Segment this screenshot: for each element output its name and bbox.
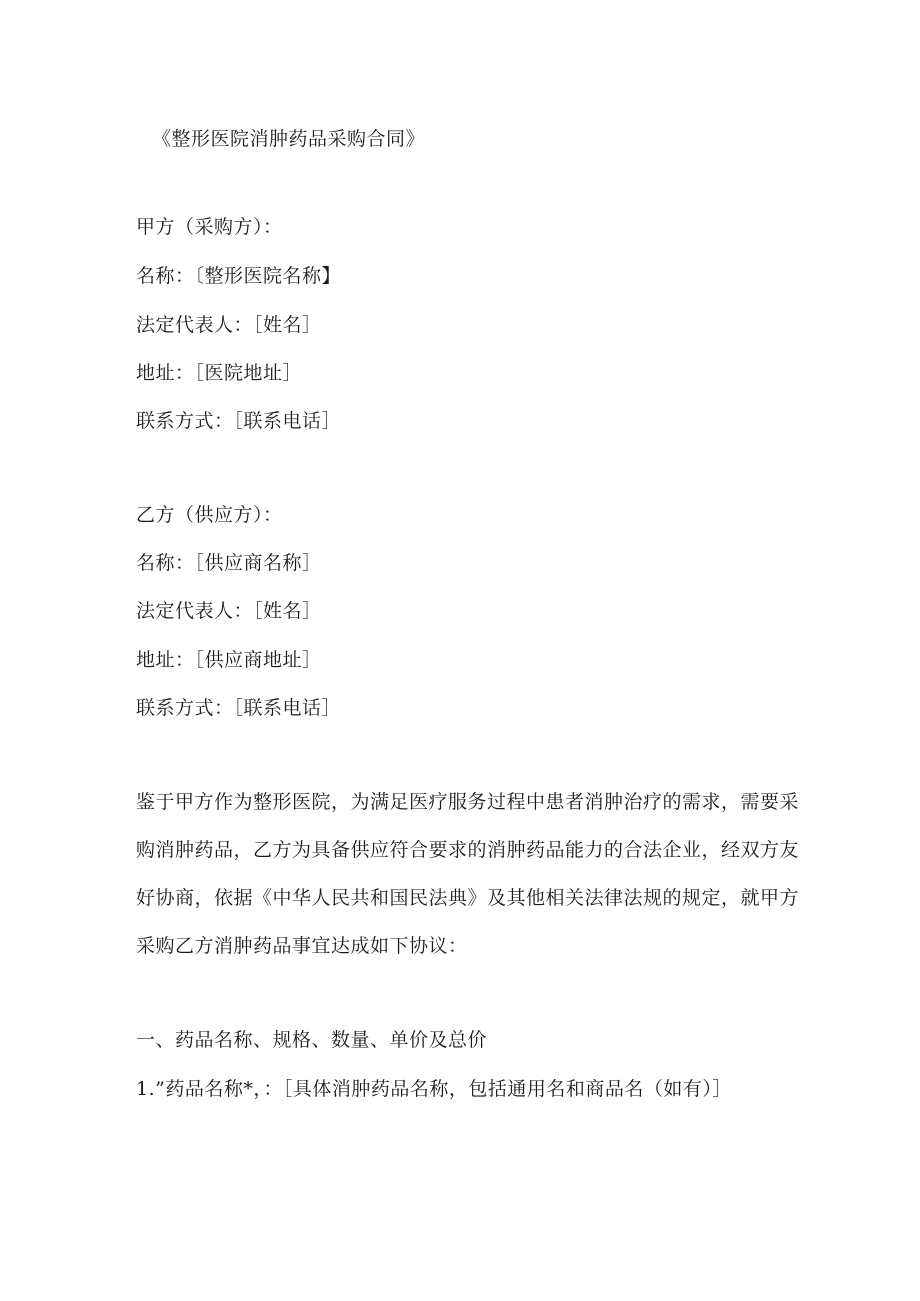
party-a-contact: 联系方式：［联系电话］ xyxy=(136,410,342,432)
party-b-representative: 法定代表人：［姓名］ xyxy=(136,600,322,622)
preamble-line-1: 鉴于甲方作为整形医院，为满足医疗服务过程中患者消肿治疗的需求，需要采 xyxy=(136,791,800,813)
document-title: 《整形医院消肿药品采购合同》 xyxy=(152,128,426,150)
party-a-address: 地址：［医院地址］ xyxy=(136,362,303,384)
party-b-heading: 乙方（供应方）： xyxy=(136,504,283,526)
party-b-name: 名称：［供应商名称］ xyxy=(136,552,322,574)
party-a-name: 名称：〔整形医院名称】 xyxy=(136,265,342,287)
party-a-heading: 甲方（采购方）： xyxy=(136,216,283,238)
preamble-line-2: 购消肿药品，乙方为具备供应符合要求的消肿药品能力的合法企业，经双方友 xyxy=(136,839,800,861)
party-b-address: 地址：［供应商地址］ xyxy=(136,649,322,671)
section-1-heading: 一、药品名称、规格、数量、单价及总价 xyxy=(136,1029,488,1051)
section-1-item-1: 1.”药品名称*，：［具体消肿药品名称，包括通用名和商品名（如有）］ xyxy=(136,1078,732,1100)
party-a-representative: 法定代表人：［姓名］ xyxy=(136,314,322,336)
preamble-line-3: 好协商，依据《中华人民共和国民法典》及其他相关法律法规的规定，就甲方 xyxy=(136,887,800,909)
preamble-line-4: 采购乙方消肿药品事宜达成如下协议： xyxy=(136,935,468,957)
party-b-contact: 联系方式：［联系电话］ xyxy=(136,697,342,719)
